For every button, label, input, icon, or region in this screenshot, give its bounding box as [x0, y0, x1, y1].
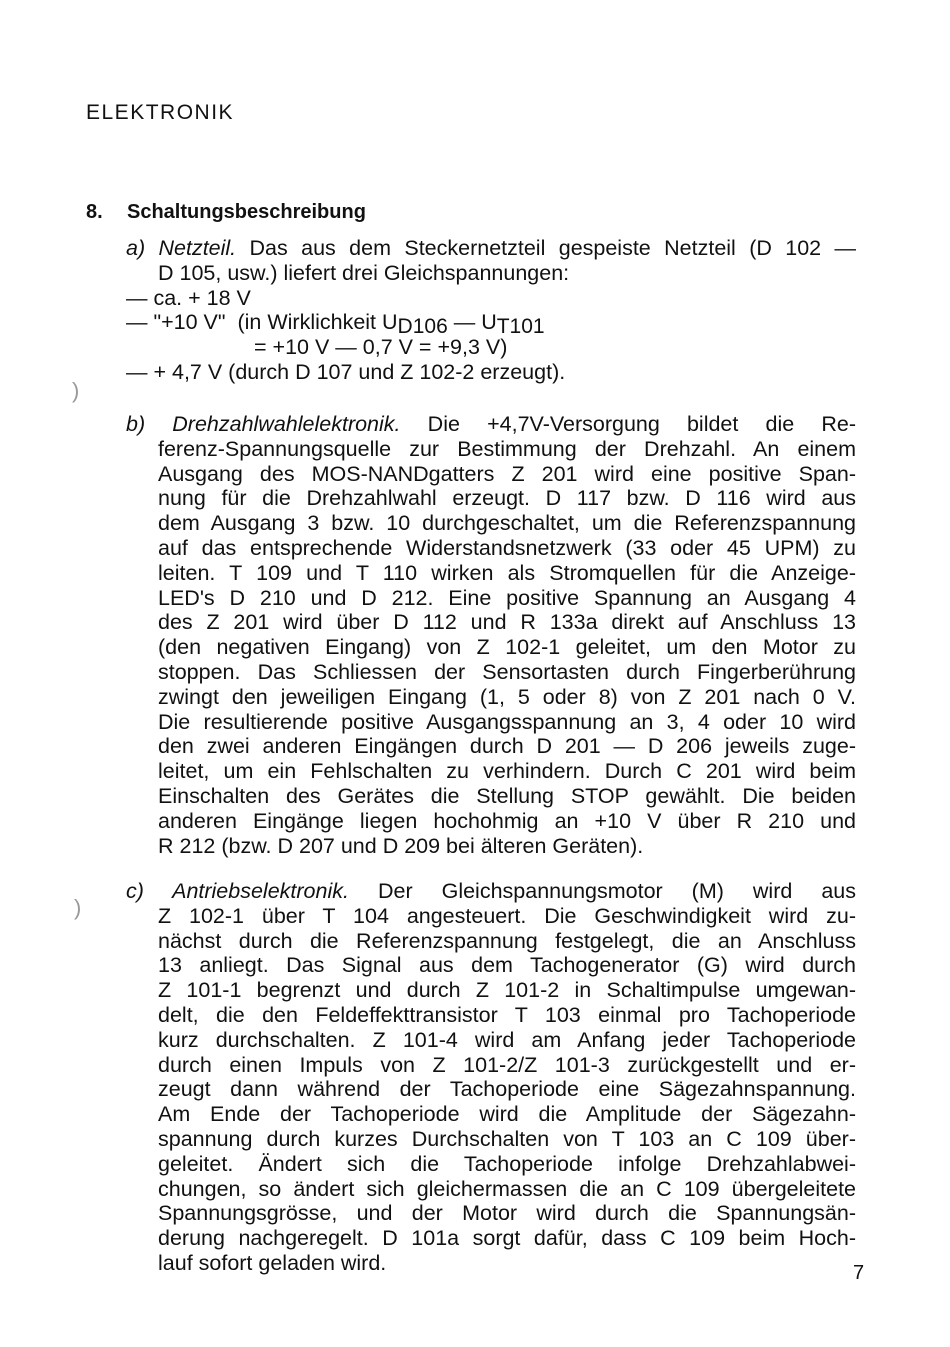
text-line: durch einen Impuls von Z 101-2/Z 101-3 zurückgestellt und er- [158, 1052, 856, 1077]
text-line: chungen, so ändert sich gleichermassen die an C 109 übergeleitete [158, 1176, 856, 1201]
page-header: ELEKTRONIK [86, 101, 235, 124]
text-line: Z 102-1 über T 104 angesteuert. Die Geschwindigkeit wird zu- [158, 903, 856, 928]
text-line: leiten. T 109 und T 110 wirken als Stromquellen für die Anzeige- [158, 560, 856, 585]
text-line: derung nachgeregelt. D 101a sorgt dafür, dass C 109 beim Hoch- [158, 1226, 856, 1251]
margin-mark: ) [74, 895, 82, 920]
margin-mark: ) [72, 378, 80, 403]
paragraph-netzteil [126, 236, 856, 385]
text-line: — + 4,7 V (durch D 107 und Z 102-2 erzeugt). [126, 359, 566, 384]
text-line: leitet, um ein Fehlschalten zu verhindern. Durch C 201 wird beim [158, 759, 856, 784]
text-line: 13 anliegt. Das Signal aus dem Tachogenerator (G) wird durch [158, 953, 856, 978]
section-number: 8. [86, 201, 103, 223]
text-line: auf das entsprechende Widerstandsnetzwerk (33 oder 45 UPM) zu [158, 535, 856, 560]
text-line: spannung durch kurzes Durchschalten von T 103 an C 109 über- [158, 1126, 856, 1151]
text-line: geleitet. Ändert sich die Tachoperiode infolge Drehzahlabwei- [158, 1151, 856, 1176]
text-line: Am Ende der Tachoperiode wird die Amplitude der Sägezahn- [158, 1102, 856, 1127]
text-line: b) Drehzahlwahlelektronik. Die +4,7V-Versorgung bildet die Re- [126, 412, 857, 436]
text-line: kurz durchschalten. Z 101-4 wird am Anfang jeder Tachoperiode [158, 1027, 856, 1052]
text-line: ferenz-Spannungsquelle zur Bestimmung der Drehzahl. An einem [158, 436, 856, 461]
subscript: T101 [496, 315, 545, 339]
text-line: — ca. + 18 V [126, 285, 251, 310]
text-line: Einschalten des Gerätes die Stellung STOP gewählt. Die beiden [158, 783, 856, 808]
text-line: den zwei anderen Eingängen durch D 201 — D 206 jeweils zuge- [158, 734, 856, 759]
text-line: nung für die Drehzahlwahl erzeugt. D 117 bzw. D 116 wird aus [158, 486, 856, 511]
text-line: des Z 201 wird über D 112 und R 133a direkt auf Anschluss 13 [158, 610, 856, 635]
text-line: R 212 (bzw. D 207 und D 209 bei älteren Geräten). [158, 833, 644, 858]
text-line: Die resultierende positive Ausgangsspannung an 3, 4 oder 10 wird [158, 709, 856, 734]
subscript: D106 [397, 315, 448, 339]
text-line: c) Antriebselektronik. Der Gleichspannungsmotor (M) wird aus [126, 879, 856, 903]
text-line: anderen Eingänge liegen hochohmig an +10 V über R 210 und [158, 808, 856, 833]
page-number: 7 [853, 1262, 865, 1284]
text-line: D 105, usw.) liefert drei Gleichspannungen: [158, 260, 570, 285]
text-line: nächst durch die Referenzspannung festgelegt, die an Anschluss [158, 928, 856, 953]
text-line: = +10 V — 0,7 V = +9,3 V) [254, 335, 508, 360]
paragraph-label: b) Drehzahlwahlelektronik. [126, 412, 401, 436]
text-line: dem Ausgang 3 bzw. 10 durchgeschaltet, um die Referenzspannung [158, 511, 856, 536]
text-line: (den negativen Eingang) von Z 102-1 geleitet, um den Motor zu [158, 635, 856, 660]
text-line: zeugt dann während der Tachoperiode eine Sägezahnspannung. [158, 1077, 856, 1102]
section-title-text: Schaltungsbeschreibung [127, 201, 366, 223]
text-line: a) Netzteil. Das aus dem Steckernetzteil gespeiste Netzteil (D 102 — [126, 236, 856, 260]
text-line: Ausgang des MOS-NANDgatters Z 201 wird eine positive Span- [158, 461, 856, 486]
paragraph-label: c) Antriebselektronik. [126, 879, 349, 903]
section-heading [86, 201, 366, 224]
text-line: LED's D 210 und D 212. Eine positive Spannung an Ausgang 4 [158, 585, 856, 610]
text-line: delt, die den Feldeffekttransistor T 103 einmal pro Tachoperiode [158, 1002, 856, 1027]
paragraph-drehzahlwahl [126, 412, 856, 858]
paragraph-label: a) Netzteil. [126, 236, 237, 260]
text-line: — "+10 V" (in Wirklichkeit UD106 — UT101 [126, 310, 545, 339]
text-line: Z 101-1 begrenzt und durch Z 101-2 in Schaltimpulse umgewan- [158, 978, 856, 1003]
text-line: stoppen. Das Schliessen der Sensortasten durch Fingerberührung [158, 659, 856, 684]
paragraph-antrieb [126, 879, 856, 1276]
text-line: lauf sofort geladen wird. [158, 1250, 387, 1275]
text-line: Spannungsgrösse, und der Motor wird durch die Spannungsän- [158, 1201, 856, 1226]
text-line: zwingt den jeweiligen Eingang (1, 5 oder 8) von Z 201 nach 0 V. [158, 684, 856, 709]
